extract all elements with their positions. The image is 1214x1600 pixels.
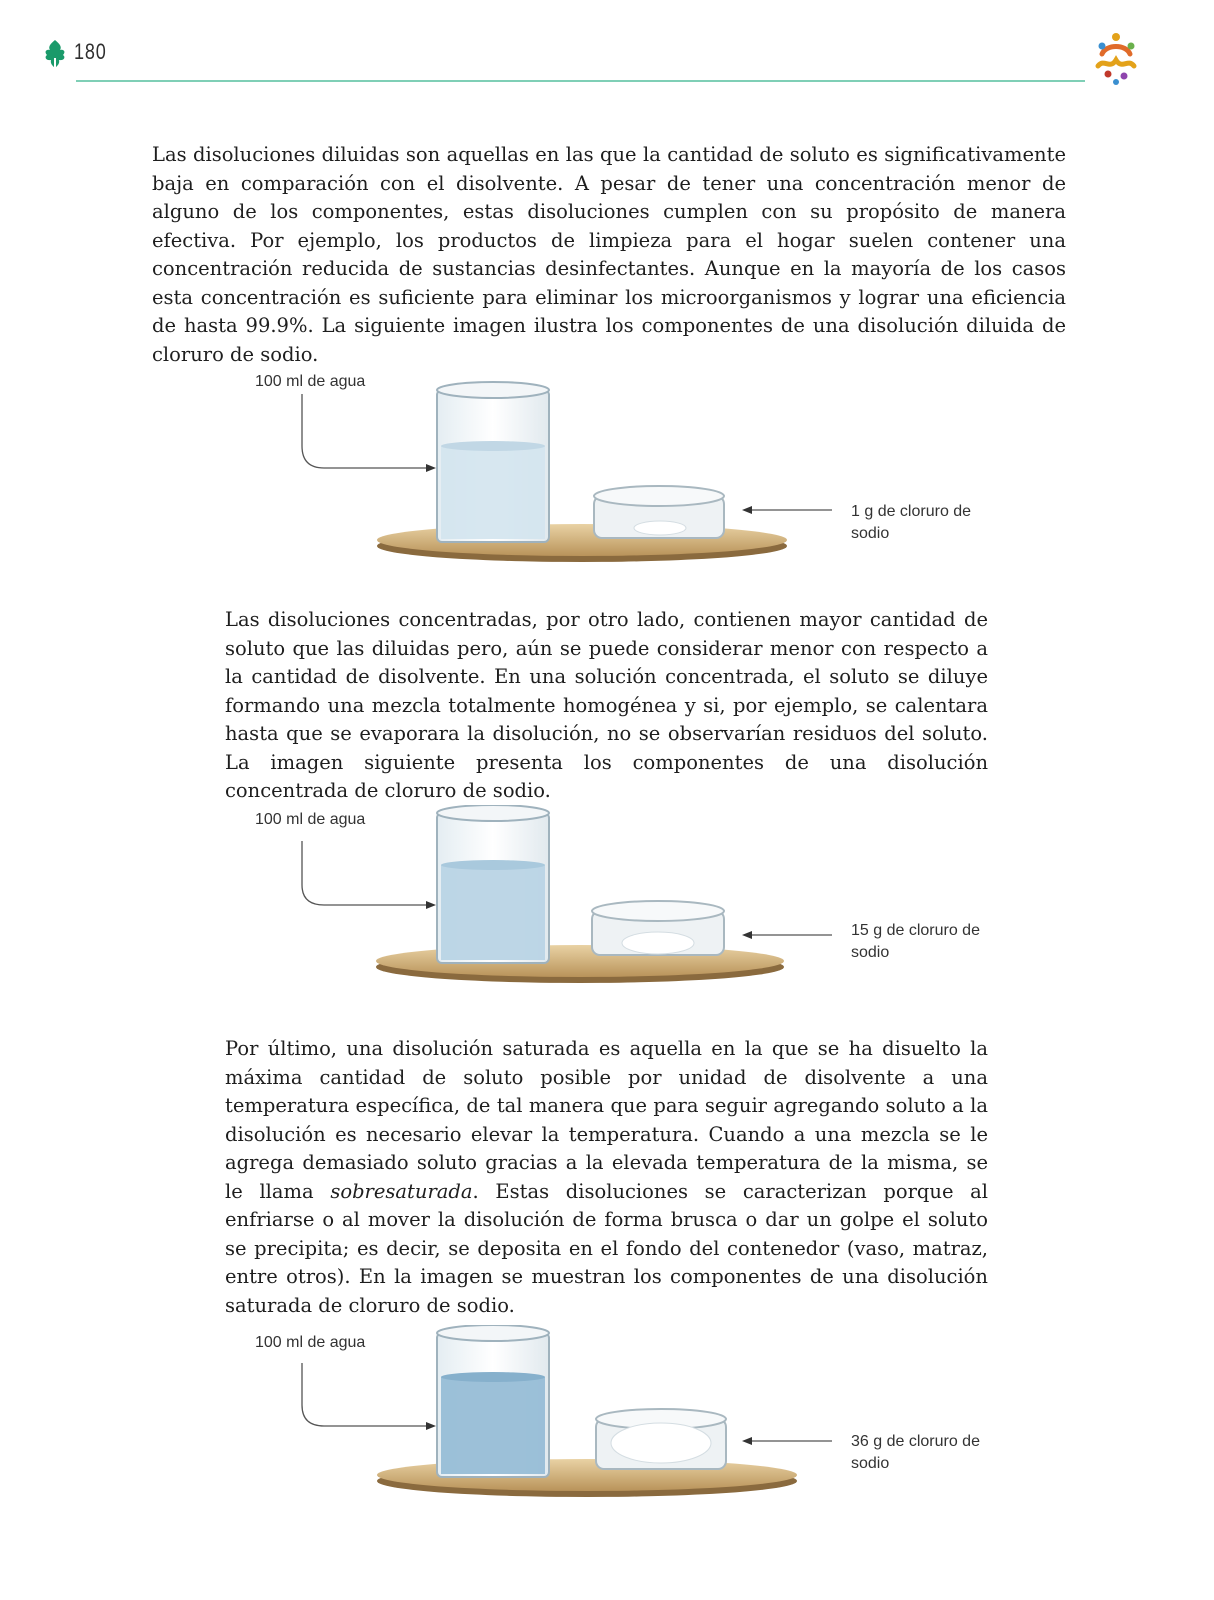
- leaf-icon: [42, 38, 68, 70]
- series-logo-icon: [1088, 30, 1144, 86]
- pointer-arrow: [302, 841, 426, 905]
- salt: [611, 1423, 711, 1463]
- paragraph-saturated-part-2: . Estas disoluciones se caracterizan porque al enfriarse o al mover la disolución de forma brusca o dar un golpe el soluto se precipita; es decir, se deposita en el fondo del contenedor (vaso, matraz, entre otros). En la imagen se muestran los componentes de una disolución saturada de cloruro de sodio.: [225, 1179, 989, 1317]
- salt-label: 1 g de cloruro de sodio: [851, 503, 972, 542]
- salt: [622, 932, 694, 954]
- water: [441, 446, 545, 539]
- pointer-arrow: [302, 394, 426, 468]
- paragraph-saturated: [225, 1035, 988, 1320]
- header-rule: [76, 80, 1085, 82]
- salt: [634, 521, 686, 535]
- salt-label: 36 g de cloruro de sodio: [851, 1433, 980, 1472]
- emphasis-sobresaturada: sobresaturada: [330, 1179, 473, 1203]
- water-label: 100 ml de agua: [255, 1334, 366, 1351]
- water-label: 100 ml de agua: [255, 811, 366, 828]
- water: [441, 1377, 545, 1474]
- pointer-arrow: [302, 1363, 426, 1426]
- paragraph-diluted: Las disoluciones diluidas son aquellas en las que la cantidad de soluto es significativamente baja en comparación con el disolvente. A pesar de tener una concentración menor de alguno de los componentes, estas disoluciones cumplen con su propósito de manera efectiva. Por ejemplo, los productos de limpieza para el hogar suelen contener una concentración reducida de sustancias desinfectantes. Aunque en la mayoría de los casos esta concentración es suficiente para eliminar los microorganismos y lograr una eficiencia de hasta 99.9%. La siguiente imagen ilustra los componentes de una disolución diluida de cloruro de sodio.: [152, 143, 1066, 366]
- figure-diluted-solution: [210, 368, 1010, 598]
- page-number: 180: [74, 39, 107, 64]
- water: [441, 865, 545, 960]
- paragraph-saturated-part-1: Por último, una disolución saturada es aquella en la que se ha disuelto la máxima cantidad de soluto posible por unidad de disolvente a una temperatura específica, de tal manera que para seguir agregando soluto a la disolución es necesario elevar la temperatura. Cuando a una mezcla se le agrega demasiado soluto gracias a la elevada temperatura de la misma, se le llama: [225, 1037, 988, 1203]
- salt-label: 15 g de cloruro de sodio: [851, 922, 980, 961]
- paragraph-concentrated: Las disoluciones concentradas, por otro lado, contienen mayor cantidad de soluto que las diluidas pero, aún se puede considerar menor con respecto a la cantidad de disolvente. En una solución concentrada, el soluto se diluye formando una mezcla totalmente homogénea y si, por ejemplo, se calentara hasta que se evaporara la disolución, no se observarían residuos del soluto. La imagen siguiente presenta los componentes de una disolución concentrada de cloruro de sodio.: [225, 608, 988, 802]
- water-label: 100 ml de agua: [255, 373, 366, 390]
